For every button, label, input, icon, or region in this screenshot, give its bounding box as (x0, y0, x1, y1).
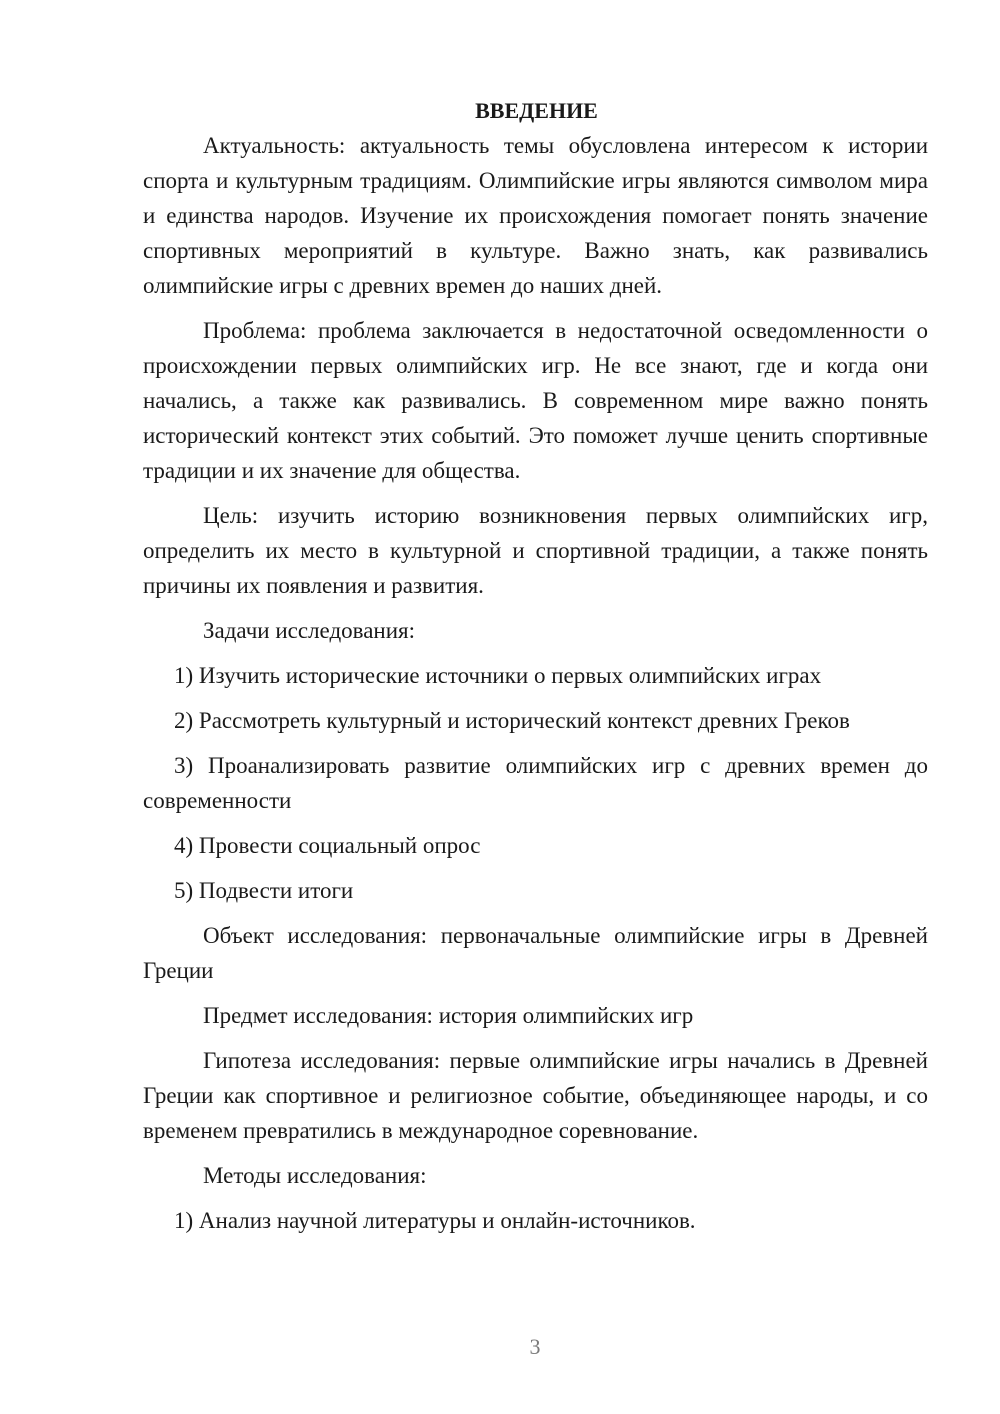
document-body (143, 93, 928, 1238)
object-paragraph: Объект исследования: первоначальные олимпийские игры в Древней Греции (143, 923, 928, 983)
task-item-2: 2) Рассмотреть культурный и исторический контекст древних Греков (174, 708, 850, 733)
subject-paragraph: Предмет исследования: история олимпийских игр (203, 1003, 694, 1028)
relevance-paragraph: Актуальность: актуальность темы обусловлена интересом к истории спорта и культурным традициям. Олимпийские игры являются символом мира и единства народов. Изучение их происхождения помогает понять значение спортивных мероприятий в культуре. Важно знать, как развивались олимпийские игры с древних времен до наших дней. (143, 133, 928, 298)
goal-paragraph: Цель: изучить историю возникновения первых олимпийских игр, определить их место в культурной и спортивной традиции, а также понять причины их появления и развития. (143, 503, 928, 598)
page-title: ВВЕДЕНИЕ (475, 98, 598, 123)
task-item-3: 3) Проанализировать развитие олимпийских игр с древних времен до современности (143, 753, 928, 813)
tasks-heading: Задачи исследования: (203, 618, 416, 643)
task-item-1: 1) Изучить исторические источники о первых олимпийских играх (174, 663, 822, 688)
task-item-4: 4) Провести социальный опрос (174, 833, 481, 858)
problem-paragraph: Проблема: проблема заключается в недостаточной осведомленности о происхождении первых олимпийских игр. Не все знают, где и когда они начались, а также как развивались. В современном мире важно понять исторический контекст этих событий. Это поможет лучше ценить спортивные традиции и их значение для общества. (143, 318, 928, 483)
methods-heading: Методы исследования: (203, 1163, 427, 1188)
task-item-5: 5) Подвести итоги (174, 878, 354, 903)
page-number: 3 (529, 1334, 541, 1359)
hypothesis-paragraph: Гипотеза исследования: первые олимпийские игры начались в Древней Греции как спортивное и религиозное событие, объединяющее народы, и со временем превратились в международное соревнование. (143, 1048, 928, 1143)
method-item-1: 1) Анализ научной литературы и онлайн-источников. (174, 1208, 696, 1233)
